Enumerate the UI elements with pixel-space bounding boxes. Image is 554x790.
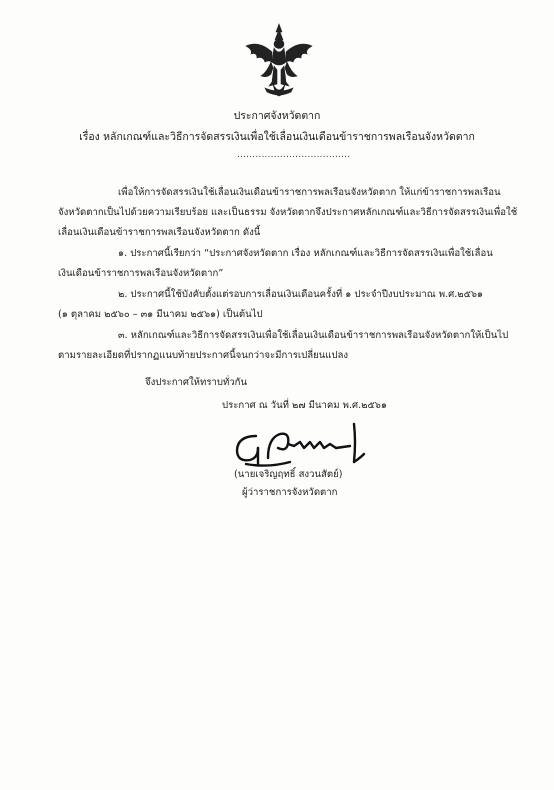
closing-line: จึงประกาศให้ทราบทั่วกัน <box>145 377 248 388</box>
separator-dots: ..................................... <box>237 150 351 160</box>
garuda-emblem-icon <box>243 22 315 102</box>
announcement-title: ประกาศจังหวัดตาก <box>233 110 321 122</box>
date-line: ประกาศ ณ วันที่ ๒๗ มีนาคม พ.ศ.๒๕๖๑ <box>222 400 387 411</box>
item-1-line-1: ๑. ประกาศนี้เรียกว่า “ประกาศจังหวัดตาก เรื่อง หลักเกณฑ์และวิธีการจัดสรรเงินเพื่อใช้เลื่อน <box>118 248 493 259</box>
item-2-line-1: ๒. ประกาศนี้ใช้บังคับตั้งแต่รอบการเลื่อนเงินเดือนครั้งที่ ๑ ประจำปีงบประมาณ พ.ศ.๒๕๖๑ <box>118 289 484 300</box>
announcement-subject: เรื่อง หลักเกณฑ์และวิธีการจัดสรรเงินเพื่อใช้เลื่อนเงินเดือนข้าราชการพลเรือนจังหวัดตาก <box>79 131 475 143</box>
item-2-line-2: (๑ ตุลาคม ๒๕๖๐ – ๓๑ มีนาคม ๒๕๖๑) เป็นต้นไป <box>58 309 263 320</box>
intro-line-2: จังหวัดตากเป็นไปด้วยความเรียบร้อย และเป็นธรรม จังหวัดตากจึงประกาศหลักเกณฑ์และวิธีการจัดสรรเงินเพื่อใช้ <box>58 207 518 218</box>
handwritten-signature <box>228 418 378 468</box>
intro-line-1: เพื่อให้การจัดสรรเงินใช้เลื่อนเงินเดือนข้าราชการพลเรือนจังหวัดตาก ให้แก่ข้าราชการพลเรือน <box>118 187 501 198</box>
item-1-line-2: เงินเดือนข้าราชการพลเรือนจังหวัดตาก” <box>58 268 224 279</box>
intro-line-3: เลื่อนเงินเดือนข้าราชการพลเรือนจังหวัดตาก ดังนี้ <box>58 227 261 238</box>
signer-position: ผู้ว่าราชการจังหวัดตาก <box>242 487 338 498</box>
item-3-line-2: ตามรายละเอียดที่ปรากฏแนบท้ายประกาศนี้จนกว่าจะมีการเปลี่ยนแปลง <box>58 350 349 361</box>
signer-name: (นายเจริญฤทธิ์ สงวนสัตย์) <box>234 469 343 480</box>
item-3-line-1: ๓. หลักเกณฑ์และวิธีการจัดสรรเงินเพื่อใช้เลื่อนเงินเดือนข้าราชการพลเรือนจังหวัดตากให้เป็นไป <box>118 330 509 341</box>
